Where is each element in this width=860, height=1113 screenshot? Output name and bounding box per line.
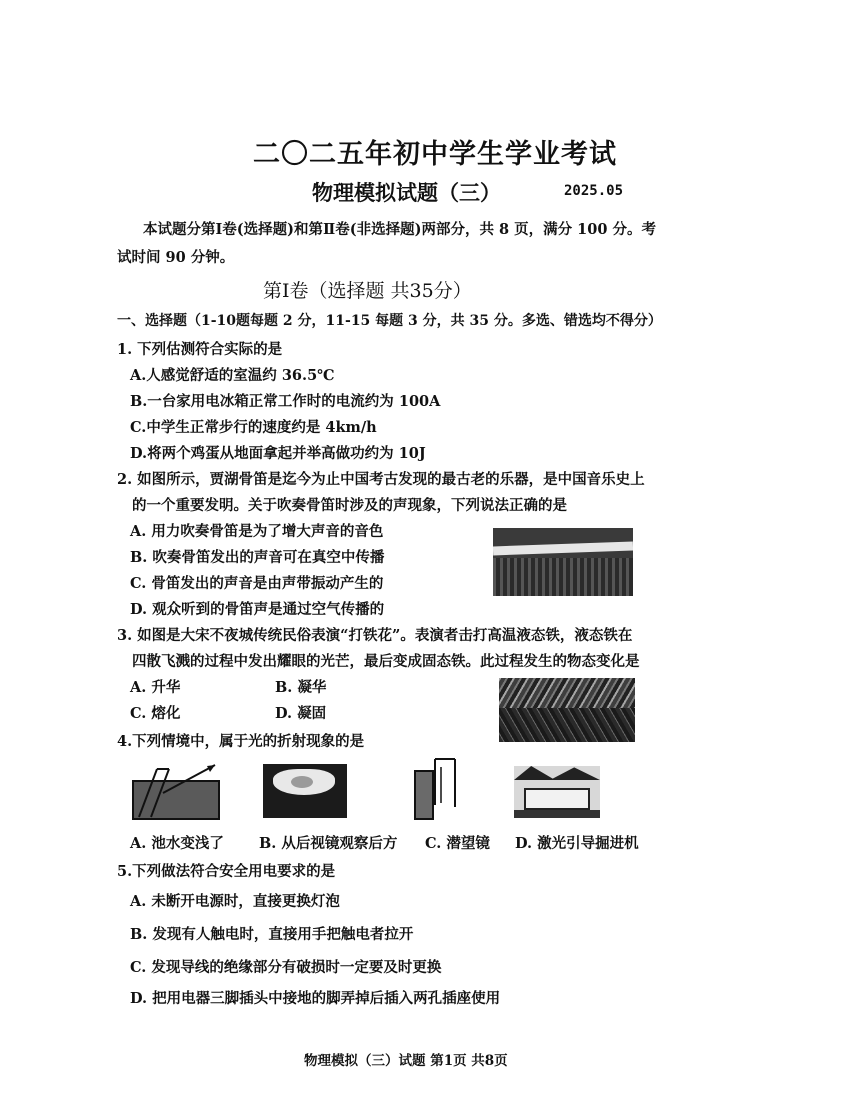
q1-option-c: C.中学生正常步行的速度约是 4km/h [130,419,377,436]
q5-option-b: B. 发现有人触电时，直接用手把触电者拉开 [130,926,414,943]
q2-option-d: D. 观众听到的骨笛声是通过空气传播的 [130,601,385,618]
q4-option-d: D. 激光引导掘进机 [515,835,639,852]
q3-option-d: D. 凝固 [275,705,327,722]
q3-stem-line-1: 3. 如图是大宋不夜城传统民俗表演“打铁花”。表演者击打高温液态铁，液态铁在 [117,627,633,644]
pool-water-picture [131,759,221,821]
q4-option-a: A. 池水变浅了 [130,835,224,852]
q1-option-b: B.一台家用电冰箱正常工作时的电流约为 100A [130,393,441,410]
q2-option-b: B. 吹奏骨笛发出的声音可在真空中传播 [130,549,385,566]
q3-option-c: C. 熔化 [130,705,181,722]
periscope-picture [413,757,459,821]
iron-flower-photo [499,678,635,742]
page-footer: 物理模拟（三）试题 第1页 共8页 [304,1053,508,1069]
exam-title: 二〇二五年初中学生学业考试 [253,139,617,170]
q5-option-d: D. 把用电器三脚插头中接地的脚弄掉后插入两孔插座使用 [130,990,501,1007]
q2-option-c: C. 骨笛发出的声音是由声带振动产生的 [130,575,384,592]
q5-option-c: C. 发现导线的绝缘部分有破损时一定要及时更换 [130,959,442,976]
bone-flute-photo [493,528,633,596]
laser-boring-machine-picture [514,766,600,818]
q2-stem-line-2: 的一个重要发明。关于吹奏骨笛时涉及的声现象，下列说法正确的是 [132,497,567,514]
q5-option-a: A. 未断开电源时，直接更换灯泡 [130,893,340,910]
exam-date: 2025.05 [564,183,624,199]
intro-line-2: 试时间 90 分钟。 [117,249,235,266]
q1-stem: 1. 下列估测符合实际的是 [117,341,283,358]
exam-subtitle: 物理模拟试题（三） [312,180,501,205]
q3-option-b: B. 凝华 [275,679,327,696]
q2-stem-line-1: 2. 如图所示，贾湖骨笛是迄今为止中国考古发现的最古老的乐器，是中国音乐史上 [117,471,645,488]
rearview-mirror-picture [263,764,347,818]
section-title: 第Ⅰ卷（选择题 共35分） [263,280,472,302]
q1-option-d: D.将两个鸡蛋从地面拿起并举高做功约为 10J [130,445,426,462]
q4-stem: 4.下列情境中，属于光的折射现象的是 [117,733,365,750]
q1-option-a: A.人感觉舒适的室温约 36.5℃ [130,367,335,384]
intro-line-1: 本试题分第Ⅰ卷(选择题)和第Ⅱ卷(非选择题)两部分，共 8 页，满分 100 分。考 [143,221,656,238]
q3-stem-line-2: 四散飞溅的过程中发出耀眼的光芒，最后变成固态铁。此过程发生的物态变化是 [132,653,640,670]
q2-option-a: A. 用力吹奏骨笛是为了增大声音的音色 [130,523,384,540]
q5-stem: 5.下列做法符合安全用电要求的是 [117,863,336,880]
q3-option-a: A. 升华 [130,679,181,696]
part-heading: 一、选择题（1-10题每题 2 分，11-15 每题 3 分，共 35 分。多选、错选均不得分） [117,313,662,329]
q4-option-b: B. 从后视镜观察后方 [259,835,398,852]
q4-option-c: C. 潜望镜 [425,835,490,852]
